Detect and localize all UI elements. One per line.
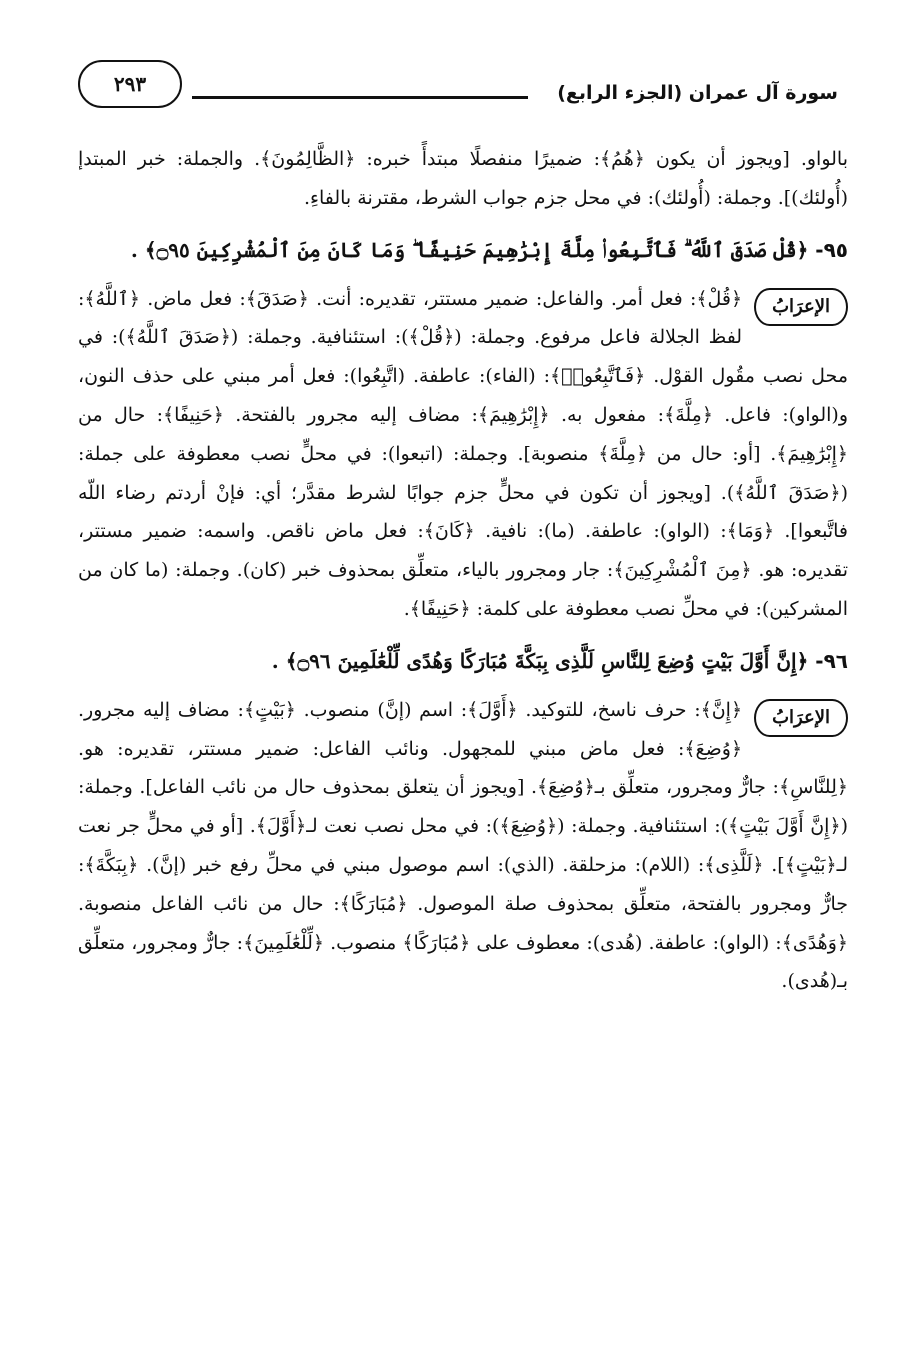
- page-number: ٢٩٣: [113, 72, 147, 96]
- verse-95-text: ﴿قُلْ صَدَقَ ٱللَّهُ ۗ فَٱتَّبِعُوا۟ مِلَّةَ إِبْرَٰهِيمَ حَنِيفًا ۖ وَمَا كَانَ مِنَ ٱلْمُشْرِكِينَ ۝٩٥﴾ .: [130, 237, 809, 262]
- page-number-badge: [78, 60, 182, 108]
- irab-96-section: [78, 691, 848, 1001]
- page-body: [78, 140, 848, 1001]
- chapter-title: سورة آل عمران (الجزء الرابع): [557, 82, 838, 104]
- irab-95-text: ﴿قُلْ﴾: فعل أمر. والفاعل: ضمير مستتر، تقديره: أنت. ﴿صَدَقَ﴾: فعل ماض. ﴿ٱللَّهُ﴾: لفظ الجلالة فاعل مرفوع. وجملة: (﴿قُلْ﴾): استئنافية. وجملة: (﴿صَدَقَ ٱللَّهُ﴾): في محل نصب مقُول القوْل. ﴿فَٱتَّبِعُوا۟﴾: (الفاء): عاطفة. (اتَّبِعُوا): فعل أمر مبني على حذف النون، و(الواو): فاعل. ﴿مِلَّةَ﴾: مفعول به. ﴿إِبْرَٰهِيمَ﴾: مضاف إليه مجرور بالفتحة. ﴿حَنِيفًا﴾: حال من ﴿إِبْرَٰهِيمَ﴾. [أو: حال من ﴿مِلَّةَ﴾ منصوبة]. وجملة: (اتبعوا): في محلٍّ نصب معطوفة على جملة: (﴿صَدَقَ ٱللَّهُ﴾). [ويجوز أن تكون في محلٍّ جزم جوابًا لشرط مقدَّر؛ أي: فإنْ أردتم رضاء اللّه فاتَّبعوا]. ﴿وَمَا﴾: (الواو): عاطفة. (ما): نافية. ﴿كَانَ﴾: فعل ماض ناقص. واسمه: ضمير مستتر، تقديره: هو. ﴿مِنَ ٱلْمُشْرِكِينَ﴾: جار ومجرور بالياء، متعلِّق بمحذوف خبر (كان). وجملة: (ما كان من المشركين): في محلِّ نصب معطوفة على كلمة: ﴿حَنِيفًا﴾.: [78, 287, 848, 620]
- verse-96: [78, 641, 848, 681]
- irab-96-label: الإعرَابُ: [754, 699, 848, 737]
- irab-95-section: [78, 280, 848, 629]
- verse-96-number: ٩٦-: [815, 648, 848, 673]
- verse-95: [78, 230, 848, 270]
- header-rule: [192, 96, 528, 99]
- verse-95-number: ٩٥-: [815, 237, 848, 262]
- verse-96-text: ﴿إِنَّ أَوَّلَ بَيْتٍ وُضِعَ لِلنَّاسِ لَلَّذِى بِبَكَّةَ مُبَارَكًا وَهُدًى لِّلْعَٰلَمِينَ ۝٩٦﴾ .: [271, 648, 809, 673]
- intro-paragraph: بالواو. [ويجوز أن يكون ﴿هُمُ﴾: ضميرًا منفصلًا مبتدأً خبره: ﴿الظَّالِمُونَ﴾. والجملة: خبر المبتدإ (أُولئك)]. وجملة: (أُولئك): في محل جزم جواب الشرط، مقترنة بالفاءِ.: [78, 148, 848, 209]
- irab-95-label: الإعرَابُ: [754, 288, 848, 326]
- irab-96-text: ﴿إِنَّ﴾: حرف ناسخ، للتوكيد. ﴿أَوَّلَ﴾: اسم (إنَّ) منصوب. ﴿بَيْتٍ﴾: مضاف إليه مجرور. ﴿وُضِعَ﴾: فعل ماض مبني للمجهول. ونائب الفاعل: ضمير مستتر، تقديره: هو. ﴿لِلنَّاسِ﴾: جارٌّ ومجرور، متعلِّق بـ﴿وُضِعَ﴾. [ويجوز أن يتعلق بمحذوف حال من نائب الفاعل]. وجملة: (﴿إِنَّ أَوَّلَ بَيْتٍ﴾): استئنافية. وجملة: (﴿وُضِعَ﴾): في محل نصب نعت لـ﴿أَوَّلَ﴾. [أو في محلٍّ جر نعت لـ﴿بَيْتٍ﴾]. ﴿لَلَّذِى﴾: (اللام): مزحلقة. (الذي): اسم موصول مبني في محلِّ رفع خبر (إنَّ). ﴿بِبَكَّةَ﴾: جارٌّ ومجرور بالفتحة، متعلِّق بمحذوف صلة الموصول. ﴿مُبَارَكًا﴾: حال من نائب الفاعل منصوبة. ﴿وَهُدًى﴾: (الواو): عاطفة. (هُدى): معطوف على ﴿مُبَارَكًا﴾ منصوب. ﴿لِّلْعَٰلَمِينَ﴾: جارٌّ ومجرور، متعلِّق بـ(هُدى).: [78, 698, 848, 993]
- page-header: [0, 56, 908, 126]
